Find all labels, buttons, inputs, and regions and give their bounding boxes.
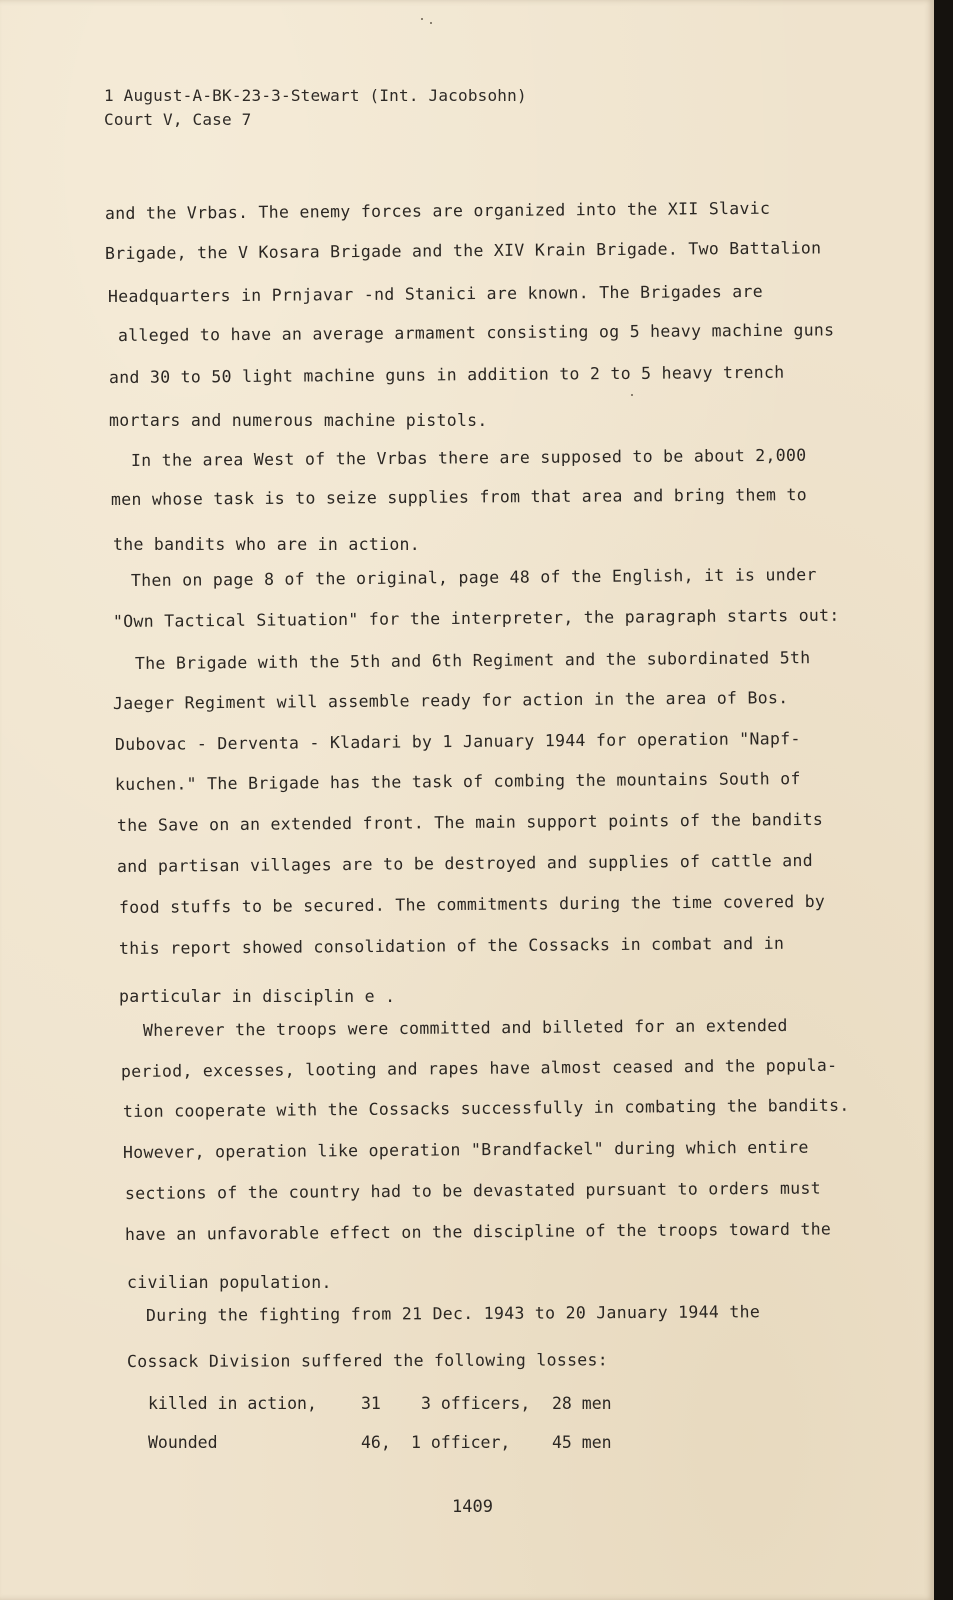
body-line: In the area West of the Vrbas there are supposed to be about 2,000 [130,445,807,470]
body-line: However, operation like operation "Brandfackel" during which entire [122,1137,809,1162]
paper-speck [631,394,633,396]
body-line: particular in disciplin e . [119,987,396,1006]
body-line: Brigade, the V Kosara Brigade and the XIV Krain Brigade. Two Battalion [104,238,822,263]
body-line: sections of the country had to be devastated pursuant to orders must [124,1178,821,1203]
loss-officers: 3 officers, [421,1394,531,1413]
body-line: and partisan villages are to be destroyed and supplies of cattle and [116,850,813,876]
body-line: Dubovac - Derventa - Kladari by 1 January 1944 for operation "Napf- [114,729,801,754]
body-line: alleged to have an average armament consisting og 5 heavy machine guns [117,320,835,345]
body-line: "Own Tactical Situation" for the interpreter, the paragraph starts out: [112,605,840,631]
body-line: tion cooperate with the Cossacks successfully in combating the bandits. [122,1095,850,1121]
header-line-reference: 1 August-A-BK-23-3-Stewart (Int. Jacobsohn) [104,86,527,105]
scan-edge [934,0,953,1600]
body-line: mortars and numerous machine pistols. [109,411,488,430]
loss-label: Wounded [148,1433,218,1452]
body-line: Wherever the troops were committed and billeted for an extended [142,1015,788,1040]
body-line: period, excesses, looting and rapes have almost ceased and the popula- [120,1055,838,1081]
loss-men: 28 men [552,1394,612,1413]
loss-total: 31 [361,1394,381,1413]
body-line: men whose task is to seize supplies from that area and bring them to [110,485,807,509]
header-line-court: Court V, Case 7 [104,110,252,129]
body-line: and 30 to 50 light machine guns in addition to 2 to 5 heavy trench [108,362,785,387]
loss-officers: 1 officer, [411,1433,511,1452]
body-line: the bandits who are in action. [113,535,421,554]
body-line: Then on page 8 of the original, page 48 of the English, it is under [130,565,817,590]
loss-men: 45 men [552,1433,612,1452]
body-line: Jaeger Regiment will assemble ready for action in the area of Bos. [112,688,789,713]
body-line: kuchen." The Brigade has the task of combing the mountains South of [114,769,801,794]
body-line: have an unfavorable effect on the discipline of the troops toward the [124,1219,832,1244]
body-line: civilian population. [127,1273,332,1292]
body-line: the Save on an extended front. The main support points of the bandits [116,809,824,835]
body-line: Headquarters in Prnjavar -nd Stanici are known. The Brigades are [107,281,764,306]
body-line: The Brigade with the 5th and 6th Regiment and the subordinated 5th [134,648,811,673]
body-line: this report showed consolidation of the Cossacks in combat and in [118,933,785,958]
paper-speck [430,22,432,24]
paper-speck [421,18,423,20]
body-line: and the Vrbas. The enemy forces are organized into the XII Slavic [104,198,771,223]
page-number: 1409 [452,1497,493,1517]
loss-total: 46, [361,1433,391,1452]
body-line: During the fighting from 21 Dec. 1943 to 20 January 1944 the [145,1302,761,1325]
loss-label: killed in action, [148,1394,317,1413]
body-line: food stuffs to be secured. The commitments during the time covered by [118,891,826,917]
body-line: Cossack Division suffered the following losses: [126,1350,609,1371]
